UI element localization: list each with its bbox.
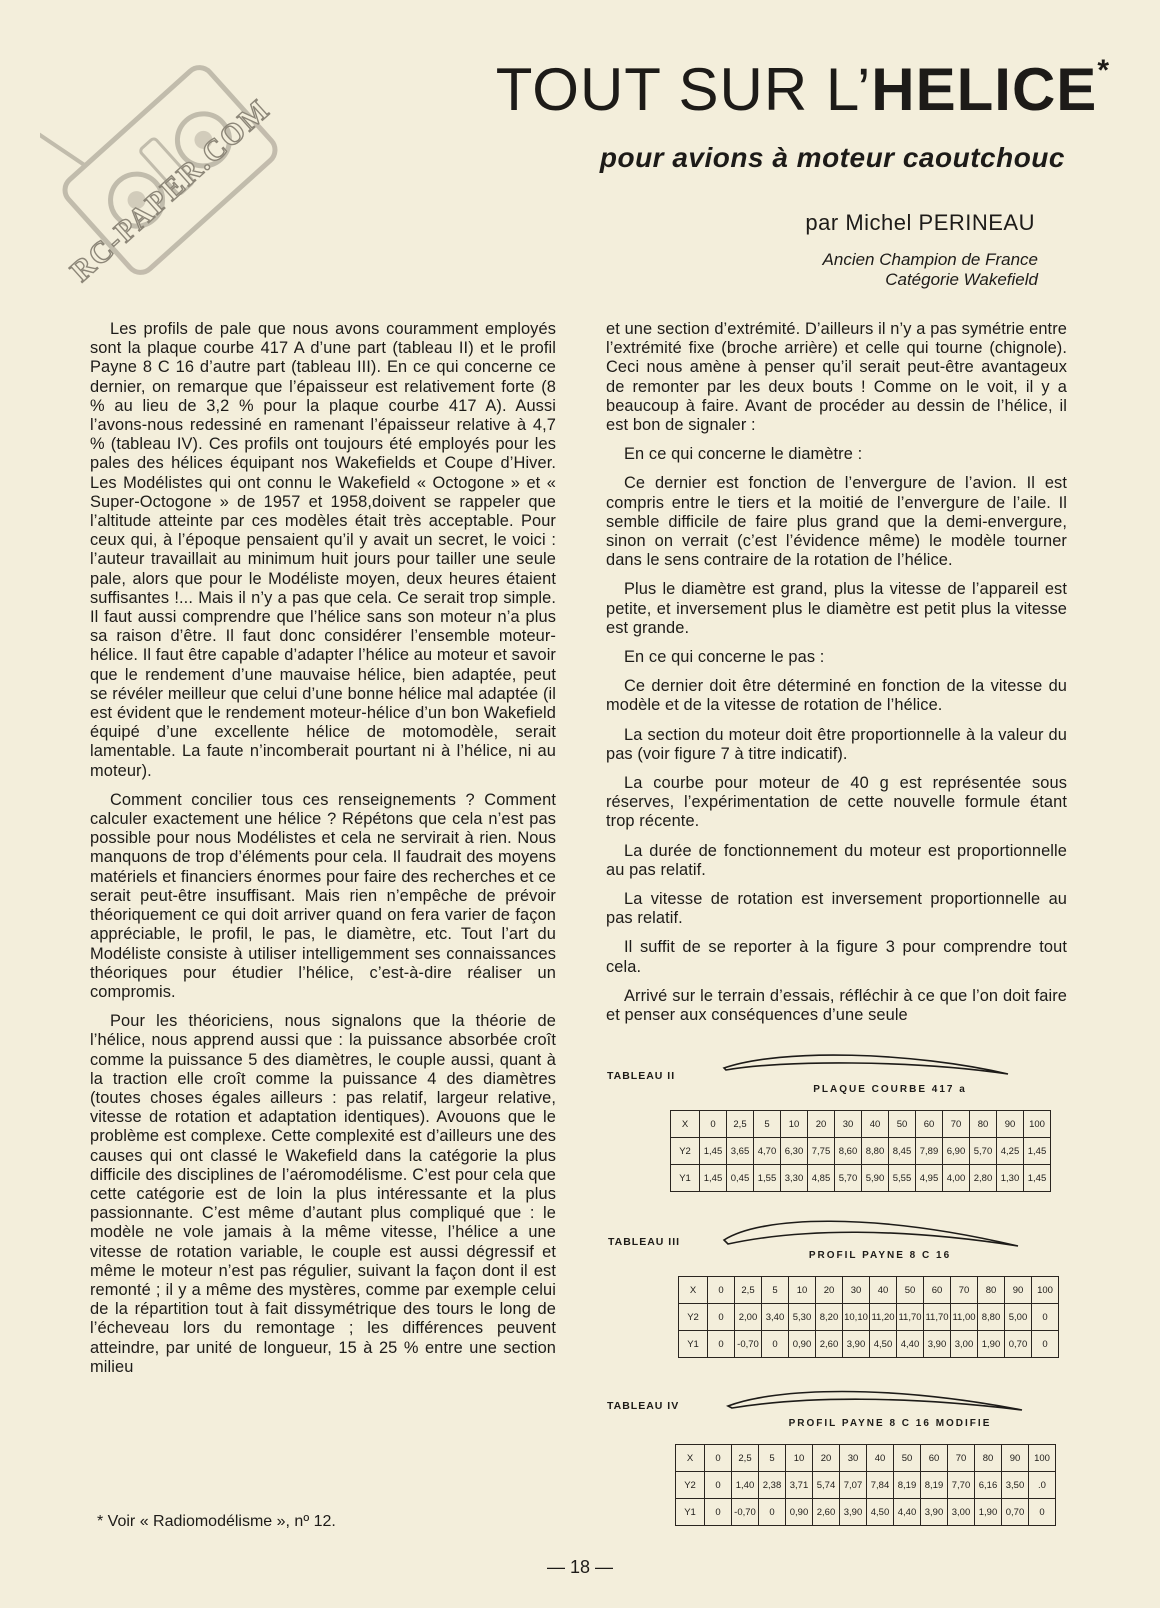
table-cell: 0 [705, 1445, 732, 1472]
paragraph: Pour les théoriciens, nous signalons que la théorie de l’hélice, nous apprend aussi que : la puissance absorbée croît comme la puissance 5 des diamètres, le couple aussi, quant à la traction elle croît comme la puissance 4 des diamètres (toutes choses égales ailleurs : pas relatif, largeur relative, vitesse de rotation et adaptation identiques). Avouons que le problème est complexe. Cette complexité est d’ailleurs une des causes qui ont classé le Wakefield dans la catégorie la plus difficile des disciplines de l’aéromodélisme. C’est pour cela que cette catégorie est de loin la plus intéressante et la plus passionnante. C’est même d’autant plus compliqué que : le modèle ne vole jamais à la même vitesse, l’hélice a une vitesse de rotation variable, le couple est aussi dégressif et même le moteur n’est pas régulier, suivant la façon dont il est remonté ; il y a même des mystères, comme par exemple celui de la répartition tout à fait dissymétrique des tours le long de l’écheveau lors du remontage ; les différences peuvent atteindre, par unité de longueur, 15 à 25 % entre une section milieu [90, 1012, 556, 1376]
table-label: TABLEAU III [608, 1236, 681, 1248]
table-cell: 0 [705, 1499, 732, 1526]
title-footnote-mark: * [1097, 54, 1110, 87]
table-cell: 2,00 [735, 1304, 762, 1331]
paragraph: Ce dernier est fonction de l’envergure de l’avion. Il est compris entre le tiers et la moitié de l’envergure de l’aile. Il semble difficile de faire plus grand que la demi-envergure, sinon on verrait (c’est l’évidence même) le modèle tourner dans le sens contraire de la rotation de l’hélice. [606, 474, 1067, 570]
table-cell: 5 [762, 1277, 789, 1304]
right-text-column [606, 320, 1067, 1035]
table-cell: 1,90 [975, 1499, 1002, 1526]
table-row [679, 1304, 1059, 1331]
table-cell: 11,70 [924, 1304, 951, 1331]
title-bold-part: HELICE [871, 56, 1098, 123]
table-cell: 5,70 [970, 1138, 997, 1165]
table-cell: 11,20 [870, 1304, 897, 1331]
table-cell: 8,80 [862, 1138, 889, 1165]
table-cell: 80 [978, 1277, 1005, 1304]
table-cell: 10 [786, 1445, 813, 1472]
table-cell: 10 [789, 1277, 816, 1304]
table-cell: 4,70 [754, 1138, 781, 1165]
table-cell: 7,70 [948, 1472, 975, 1499]
table-cell: 1,30 [997, 1165, 1024, 1192]
table-cell: 7,75 [808, 1138, 835, 1165]
table-caption: PROFIL PAYNE 8 C 16 [808, 1250, 952, 1261]
paragraph: La durée de fonctionnement du moteur est proportionnelle au pas relatif. [606, 841, 1067, 879]
paragraph: Comment concilier tous ces renseignements ? Comment calculer exactement une hélice ? Répétons que cela n’est pas possible pour nous Modélistes et cela ne servirait à rien. Nous manquons de trop d’éléments pour cela. Il faudrait des moyens matériels et financiers énormes pour faire des recherches et ce serait peut-être insuffisant. Mais rien n’empêche de prévoir théoriquement ce qui doit arriver quand on fera varier de façon appréciable, le profil, le pas, le diamètre, etc. Tout l’art du Modéliste consiste à utiliser intelligemment ses connaissances théoriques pour étudier l’hélice, c’est-à-dire réaliser un compromis. [90, 790, 556, 1001]
paragraph: et une section d’extrémité. D’ailleurs il n’y a pas symétrie entre l’extrémité fixe (broche arrière) et celle qui tourne (chignole). Ceci nous amène à penser qu’il serait peut-être avantageux de remonter par les deux bouts ! Comme on le voit, il y a beaucoup à faire. Avant de procéder au dessin de l’hélice, il est bon de signaler : [606, 320, 1067, 435]
table-cell: 30 [835, 1111, 862, 1138]
title-light-part: TOUT SUR L’ [495, 56, 872, 123]
table-cell: 8,45 [889, 1138, 916, 1165]
row-header-cell: Y2 [676, 1472, 705, 1499]
table-cell: 100 [1024, 1111, 1051, 1138]
paragraph: Il suffit de se reporter à la figure 3 pour comprendre tout cela. [606, 938, 1067, 976]
table-cell: 1,45 [1024, 1138, 1051, 1165]
table-cell: 4,25 [997, 1138, 1024, 1165]
row-header-cell: Y2 [671, 1138, 700, 1165]
table-cell: 4,40 [897, 1331, 924, 1358]
table-cell: 0,90 [789, 1331, 816, 1358]
table-cell: 8,80 [978, 1304, 1005, 1331]
table-cell: 8,19 [894, 1472, 921, 1499]
table-cell: 30 [843, 1277, 870, 1304]
table-cell: 10,10 [843, 1304, 870, 1331]
airfoil-profile-plaque-courbe [722, 1048, 1012, 1088]
table-cell: 4,85 [808, 1165, 835, 1192]
paragraph: Ce dernier doit être déterminé en fonction de la vitesse du modèle et de la vitesse de rotation de l’hélice. [606, 677, 1067, 715]
table-cell: 3,00 [951, 1331, 978, 1358]
row-header-cell: Y1 [671, 1165, 700, 1192]
table-row [676, 1472, 1056, 1499]
table-cell: 2,5 [735, 1277, 762, 1304]
table-cell: 2,60 [813, 1499, 840, 1526]
table-cell: 8,19 [921, 1472, 948, 1499]
table-cell: 5,55 [889, 1165, 916, 1192]
table-cell: 3,40 [762, 1304, 789, 1331]
table-cell: .0 [1029, 1472, 1056, 1499]
table-cell: 3,30 [781, 1165, 808, 1192]
table-cell: 90 [1005, 1277, 1032, 1304]
table-cell: 3,00 [948, 1499, 975, 1526]
table-cell: 70 [948, 1445, 975, 1472]
table-label: TABLEAU II [607, 1070, 676, 1082]
table-cell: 2,5 [727, 1111, 754, 1138]
table-row [671, 1165, 1051, 1192]
table-cell: 0 [700, 1111, 727, 1138]
table-cell: -0,70 [732, 1499, 759, 1526]
rc-paper-watermark-logo [40, 40, 300, 300]
table-cell: 70 [951, 1277, 978, 1304]
table-cell: 5,74 [813, 1472, 840, 1499]
table-cell: 0,90 [786, 1499, 813, 1526]
table-row [671, 1111, 1051, 1138]
table-cell: 0 [1032, 1304, 1059, 1331]
page-number: — 18 — [546, 1557, 614, 1577]
table-cell: 20 [808, 1111, 835, 1138]
table-cell: 0 [708, 1277, 735, 1304]
table-cell: 20 [813, 1445, 840, 1472]
table-cell: 1,45 [700, 1165, 727, 1192]
table-cell: 8,60 [835, 1138, 862, 1165]
table-cell: 20 [816, 1277, 843, 1304]
table-cell: 5,90 [862, 1165, 889, 1192]
table-cell: -0,70 [735, 1331, 762, 1358]
coordinates-table-iii [678, 1276, 1059, 1358]
table-cell: 90 [997, 1111, 1024, 1138]
row-header-cell: Y1 [679, 1331, 708, 1358]
airfoil-profile-payne-8c16-modifie [726, 1384, 1026, 1420]
table-cell: 6,90 [943, 1138, 970, 1165]
table-cell: 90 [1002, 1445, 1029, 1472]
table-cell: 5 [759, 1445, 786, 1472]
table-cell: 3,90 [840, 1499, 867, 1526]
table-cell: 50 [894, 1445, 921, 1472]
table-cell: 4,50 [870, 1331, 897, 1358]
table-cell: 7,89 [916, 1138, 943, 1165]
table-cell: 1,55 [754, 1165, 781, 1192]
table-cell: 2,80 [970, 1165, 997, 1192]
paragraph: La section du moteur doit être proportionnelle à la valeur du pas (voir figure 7 à titre indicatif). [606, 725, 1067, 763]
table-cell: 4,00 [943, 1165, 970, 1192]
article-title [410, 54, 1110, 123]
table-cell: 30 [840, 1445, 867, 1472]
table-row [679, 1331, 1059, 1358]
table-cell: 5 [754, 1111, 781, 1138]
table-cell: 50 [889, 1111, 916, 1138]
table-cell: 70 [943, 1111, 970, 1138]
table-cell: 6,16 [975, 1472, 1002, 1499]
table-cell: 0 [762, 1331, 789, 1358]
table-caption: PLAQUE COURBE 417 a [813, 1084, 967, 1095]
table-row [679, 1277, 1059, 1304]
table-cell: 0 [708, 1331, 735, 1358]
credential-line: Catégorie Wakefield [885, 270, 1038, 289]
row-header-cell: Y1 [676, 1499, 705, 1526]
table-cell: 3,90 [921, 1499, 948, 1526]
table-cell: 0 [759, 1499, 786, 1526]
table-cell: 11,00 [951, 1304, 978, 1331]
table-cell: 100 [1029, 1445, 1056, 1472]
table-cell: 2,60 [816, 1331, 843, 1358]
coordinates-table-iv [675, 1444, 1056, 1526]
table-cell: 1,90 [978, 1331, 1005, 1358]
paragraph: Arrivé sur le terrain d’essais, réfléchir à ce que l’on doit faire et penser aux conséquences d’une seule [606, 986, 1067, 1025]
table-cell: 3,50 [1002, 1472, 1029, 1499]
table-cell: 4,40 [894, 1499, 921, 1526]
table-cell: 2,5 [732, 1445, 759, 1472]
table-cell: 60 [916, 1111, 943, 1138]
table-cell: 4,95 [916, 1165, 943, 1192]
table-cell: 40 [867, 1445, 894, 1472]
table-cell: 0 [705, 1472, 732, 1499]
article-subtitle: pour avions à moteur caoutchouc [599, 142, 1065, 173]
table-row [671, 1138, 1051, 1165]
table-row [676, 1499, 1056, 1526]
watermark-text: RC-PAPER.COM [64, 92, 277, 289]
paragraph: Plus le diamètre est grand, plus la vitesse de l’appareil est petite, et inversement plus le diamètre est petit plus la vitesse est grande. [606, 580, 1067, 637]
table-cell: 3,71 [786, 1472, 813, 1499]
row-header-cell: X [676, 1445, 705, 1472]
table-cell: 60 [924, 1277, 951, 1304]
coordinates-table-ii [670, 1110, 1051, 1192]
table-label: TABLEAU IV [607, 1400, 680, 1412]
table-cell: 3,90 [924, 1331, 951, 1358]
table-cell: 0,45 [727, 1165, 754, 1192]
credential-line: Ancien Champion de France [822, 250, 1038, 269]
table-caption: PROFIL PAYNE 8 C 16 MODIFIE [788, 1418, 992, 1429]
row-header-cell: X [679, 1277, 708, 1304]
table-cell: 0,70 [1002, 1499, 1029, 1526]
table-cell: 40 [870, 1277, 897, 1304]
table-cell: 5,70 [835, 1165, 862, 1192]
table-cell: 7,84 [867, 1472, 894, 1499]
table-cell: 7,07 [840, 1472, 867, 1499]
table-cell: 5,30 [789, 1304, 816, 1331]
paragraph: En ce qui concerne le diamètre : [624, 445, 863, 464]
table-cell: 1,45 [700, 1138, 727, 1165]
table-cell: 50 [897, 1277, 924, 1304]
author-byline: par Michel PERINEAU [805, 210, 1035, 235]
table-cell: 1,40 [732, 1472, 759, 1499]
table-cell: 11,70 [897, 1304, 924, 1331]
table-cell: 6,30 [781, 1138, 808, 1165]
table-cell: 0,70 [1005, 1331, 1032, 1358]
table-cell: 2,38 [759, 1472, 786, 1499]
table-row [676, 1445, 1056, 1472]
table-cell: 1,45 [1024, 1165, 1051, 1192]
footnote: * Voir « Radiomodélisme », nº 12. [97, 1513, 336, 1530]
paragraph: La courbe pour moteur de 40 g est représentée sous réserves, l’expérimentation de cette nouvelle formule étant trop récente. [606, 774, 1067, 831]
table-cell: 10 [781, 1111, 808, 1138]
table-cell: 5,00 [1005, 1304, 1032, 1331]
table-cell: 0 [1032, 1331, 1059, 1358]
table-cell: 80 [975, 1445, 1002, 1472]
table-cell: 8,20 [816, 1304, 843, 1331]
table-cell: 0 [708, 1304, 735, 1331]
paragraph: En ce qui concerne le pas : [624, 648, 825, 667]
paragraph: La vitesse de rotation est inversement proportionnelle au pas relatif. [606, 890, 1067, 928]
left-text-column [90, 320, 556, 1387]
author-credentials [600, 250, 1038, 290]
row-header-cell: X [671, 1111, 700, 1138]
table-cell: 60 [921, 1445, 948, 1472]
table-cell: 3,90 [843, 1331, 870, 1358]
table-cell: 40 [862, 1111, 889, 1138]
row-header-cell: Y2 [679, 1304, 708, 1331]
table-cell: 4,50 [867, 1499, 894, 1526]
paragraph: Les profils de pale que nous avons couramment employés sont la plaque courbe 417 A d’une part (tableau II) et le profil Payne 8 C 16 d’autre part (tableau III). En ce qui concerne ce dernier, on remarque que l’épaisseur est relativement forte (8 % au lieu de 3,2 % pour la plaque courbe 417 A). Aussi l’avons-nous redessiné en ramenant l’épaisseur relative à 4,7 % (tableau IV). Ces profils ont toujours été employés pour les pales des hélices équipant nos Wakefields et Coupe d’Hiver. Les Modélistes qui ont connu le Wakefield « Octogone » et « Super-Octogone » de 1957 et 1958,doivent se rappeler que l’altitude atteinte par ces modèles était très acceptable. Pour ceux qui, à l’époque pensaient qu’il y avait un secret, le voici : l’auteur travaillait au minimum huit jours pour tailler une seule pale, alors que pour le Modéliste moyen, deux heures étaient suffisantes !... Mais il n’y a pas que cela. Ce serait trop simple. Il faut aussi comprendre que l’hélice sans son moteur n’a plus sa raison d’être. Il faut donc considérer l’ensemble moteur-hélice. Il faut être capable d’adapter l’hélice au moteur et savoir que le rendement d’une mauvaise hélice, bien adaptée, peut se révéler meilleur que celui d’une bonne hélice mal adaptée (il est évident que le rendement moteur-hélice d’un bon Wakefield équipé d’une excellente hélice de motomodèle, serait lamentable. La faute n’incomberait pourtant ni à l’hélice, ni au moteur). [90, 320, 556, 780]
table-cell: 80 [970, 1111, 997, 1138]
table-cell: 100 [1032, 1277, 1059, 1304]
table-cell: 0 [1029, 1499, 1056, 1526]
table-cell: 3,65 [727, 1138, 754, 1165]
